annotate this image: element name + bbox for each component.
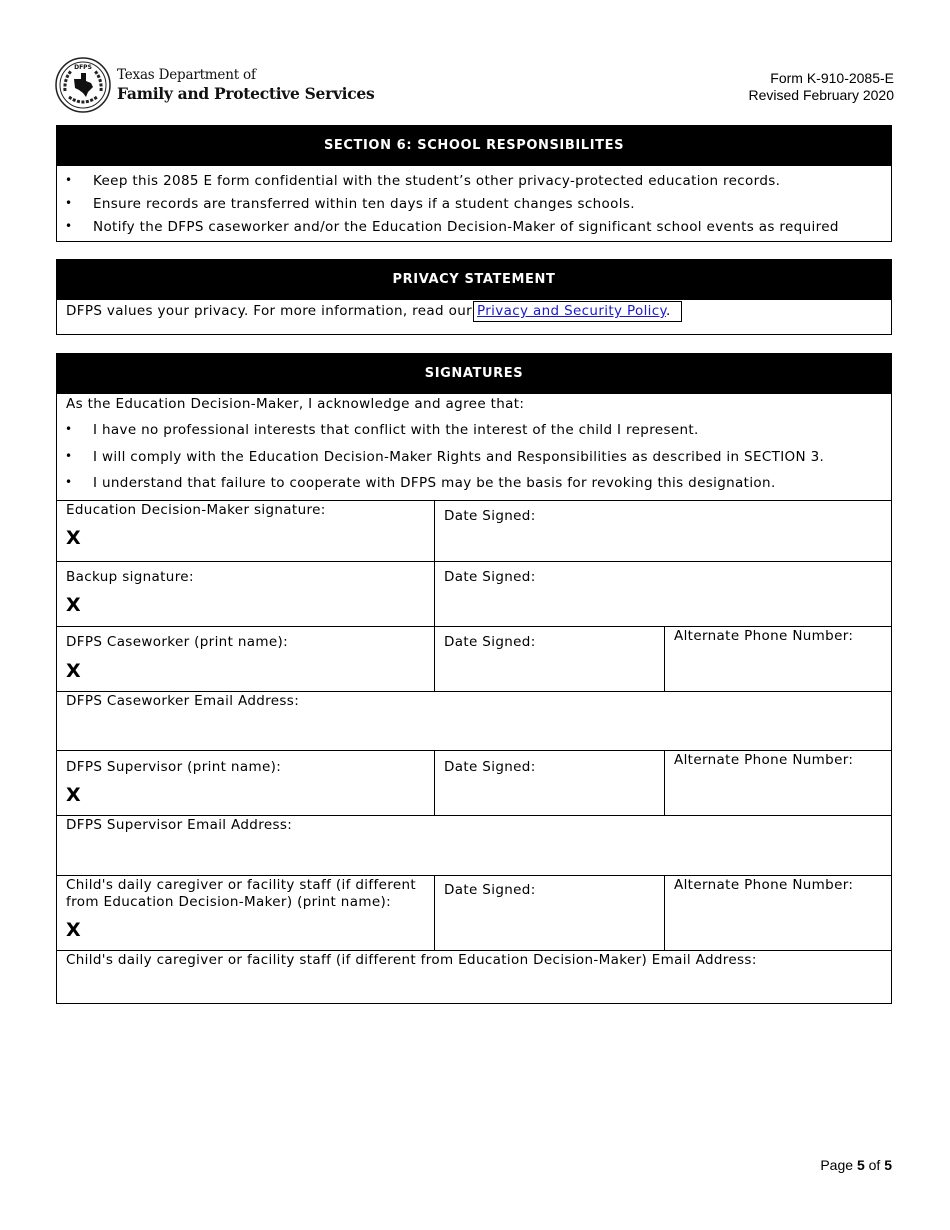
caregiver-name-label-line1: Child's daily caregiver or facility staff (if different	[66, 877, 417, 893]
caseworker-signature-field[interactable]: X	[66, 660, 81, 682]
seal-text: DFPS	[74, 64, 92, 71]
form-revised-date: Revised February 2020	[748, 87, 894, 103]
privacy-text: DFPS values your privacy. For more information, read our	[66, 303, 473, 319]
backup-signature-field[interactable]: X	[66, 594, 81, 616]
section6-box: SECTION 6: SCHOOL RESPONSIBILITES • Keep this 2085 E form confidential with the student’s other privacy-protected education records. • Ensure records are transferred within ten days if a student changes schools. • Notify the DFPS caseworker and/or the Education Decision-Maker of significant school events as required	[56, 125, 892, 242]
supervisor-date-signed-label[interactable]: Date Signed:	[444, 759, 536, 775]
dfps-seal-icon	[55, 57, 111, 113]
section6-title: SECTION 6: SCHOOL RESPONSIBILITES	[57, 126, 891, 166]
edm-date-signed-label[interactable]: Date Signed:	[444, 508, 536, 524]
privacy-box	[56, 259, 892, 335]
caseworker-alt-phone-label[interactable]: Alternate Phone Number:	[674, 628, 854, 644]
caregiver-signature-field[interactable]: X	[66, 919, 81, 941]
backup-date-signed-label[interactable]: Date Signed:	[444, 569, 536, 585]
edm-signature-field[interactable]: X	[66, 527, 81, 549]
page-number: Page 5 of 5	[820, 1157, 892, 1173]
caseworker-date-signed-label[interactable]: Date Signed:	[444, 634, 536, 650]
supervisor-alt-phone-label[interactable]: Alternate Phone Number:	[674, 752, 854, 768]
edm-signature-label: Education Decision-Maker signature:	[66, 502, 326, 518]
caseworker-name-label: DFPS Caseworker (print name):	[66, 634, 289, 650]
backup-signature-label: Backup signature:	[66, 569, 194, 585]
signatures-title: SIGNATURES	[57, 354, 891, 394]
supervisor-signature-field[interactable]: X	[66, 784, 81, 806]
caregiver-name-label-line2: from Education Decision-Maker) (print name):	[66, 894, 392, 910]
signatures-intro: As the Education Decision-Maker, I acknowledge and agree that:	[66, 396, 525, 412]
form-number: Form K-910-2085-E	[770, 70, 894, 86]
caseworker-email-label[interactable]: DFPS Caseworker Email Address:	[66, 693, 300, 709]
caregiver-date-signed-label[interactable]: Date Signed:	[444, 882, 536, 898]
dfps-logo	[55, 56, 374, 114]
caregiver-email-label[interactable]: Child's daily caregiver or facility staff (if different from Education Decision-Maker) Email Address:	[66, 952, 757, 968]
page-current: 5	[856, 1157, 865, 1173]
org-name-line1: Texas Department of	[117, 67, 256, 83]
supervisor-email-label[interactable]: DFPS Supervisor Email Address:	[66, 817, 293, 833]
form-identifier	[748, 70, 894, 104]
caregiver-alt-phone-label[interactable]: Alternate Phone Number:	[674, 877, 854, 893]
privacy-link-box[interactable]: Privacy and Security Policy.	[473, 301, 682, 322]
supervisor-name-label: DFPS Supervisor (print name):	[66, 759, 282, 775]
privacy-title: PRIVACY STATEMENT	[57, 260, 891, 300]
privacy-text-row	[66, 301, 682, 322]
org-name	[117, 67, 374, 103]
org-name-line2: Family and Protective Services	[117, 84, 375, 103]
signatures-box: SIGNATURES As the Education Decision-Maker, I acknowledge and agree that: • I have no professional interests that conflict with the interest of the child I represent. • I will comply with the Education Decision-Maker Rights and Responsibilities as described in SECTION 3. • I understand that failure to cooperate with DFPS may be the basis for revoking this designation. Education Decision-Maker signature: X Date Signed: Backup signature: X Date Signed: DFPS Caseworker (print name): X Date Signed: Alternate Phone Number: DFPS Caseworker Email Address: DFPS Supervisor (print name): X Date Signed: Alternate Phone Number: DFPS Supervisor Email Address: Child's daily caregiver or facility staff (if different from Education Decision-Maker) (print name): X Date Signed: Alternate Phone Number: Child's daily caregiver or facility staff (if different from Education Decision-Maker) Email Address:	[56, 353, 892, 1004]
page-total: 5	[884, 1157, 892, 1173]
privacy-policy-link[interactable]: Privacy and Security Policy	[477, 303, 666, 319]
